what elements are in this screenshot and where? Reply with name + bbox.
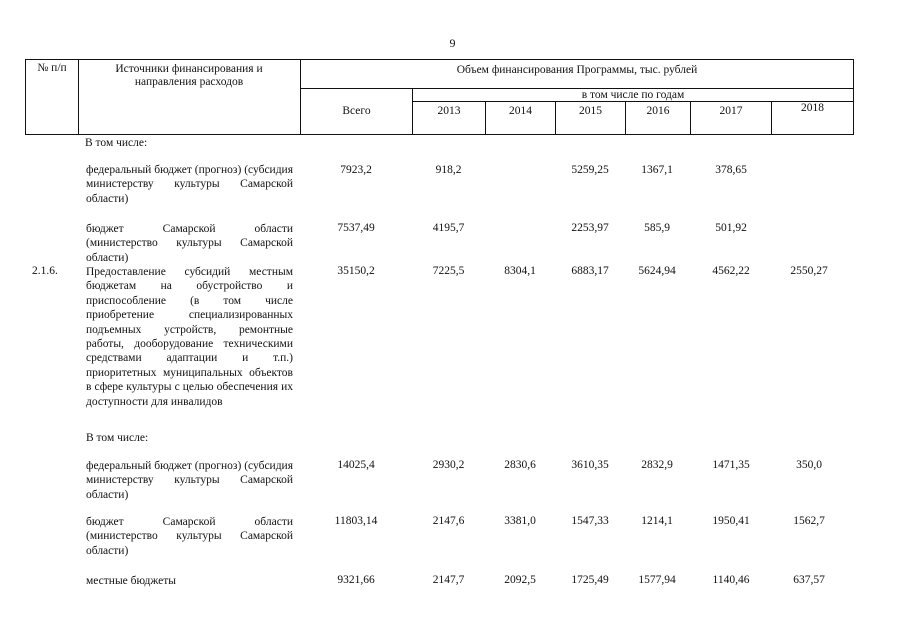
row-1-2017: 378,65 xyxy=(715,164,747,176)
row-6-2018: 1562,7 xyxy=(793,515,825,527)
row-5-2016: 2832,9 xyxy=(641,459,673,471)
row-5-total: 14025,4 xyxy=(337,459,375,471)
row-2-2013: 4195,7 xyxy=(432,222,465,234)
row-2-2015: 2253,97 xyxy=(571,222,609,234)
header-year-2016: 2016 xyxy=(646,105,670,117)
row-6-2017: 1950,41 xyxy=(712,515,750,527)
header-col-volume: Объем финансирования Программы, тыс. рублей xyxy=(456,64,698,76)
header-col-years: в том числе по годам xyxy=(581,89,685,101)
row-1-2013: 918,2 xyxy=(435,164,462,176)
row-7-2013: 2147,7 xyxy=(432,574,465,586)
row-label-in-total-2: В том числе: xyxy=(86,432,149,444)
header-col-total: Всего xyxy=(342,105,371,117)
row-3-2013: 7225,5 xyxy=(432,265,465,277)
row-7-2018: 637,57 xyxy=(793,574,825,586)
row-6-total: 11803,14 xyxy=(334,515,378,527)
row-label-regional-2: бюджет Самарской области (министерство культуры Самарской области) xyxy=(86,516,293,557)
row-1-2015: 5259,25 xyxy=(571,164,609,176)
row-3-2014: 8304,1 xyxy=(504,265,536,277)
row-3-2018: 2550,27 xyxy=(790,265,828,277)
row-5-2018: 350,0 xyxy=(796,459,822,471)
row-5-2015: 3610,35 xyxy=(571,459,609,471)
row-6-2016: 1214,1 xyxy=(641,515,673,527)
row-2-2017: 501,92 xyxy=(715,222,747,234)
row-number-2-1-6: 2.1.6. xyxy=(32,265,58,277)
row-1-2016: 1367,1 xyxy=(641,164,673,176)
page-number: 9 xyxy=(449,36,456,50)
row-5-2017: 1471,35 xyxy=(712,459,750,471)
row-3-total: 35150,2 xyxy=(337,265,375,277)
row-7-2016: 1577,94 xyxy=(638,574,676,586)
row-label-in-total: В том числе: xyxy=(85,137,148,149)
row-7-2014: 2092,5 xyxy=(504,574,536,586)
header-right-border xyxy=(853,59,854,135)
row-2-total: 7537,49 xyxy=(337,222,375,234)
row-7-2017: 1140,46 xyxy=(712,574,750,586)
row-1-total: 7923,2 xyxy=(340,164,372,176)
row-7-2015: 1725,49 xyxy=(571,574,609,586)
row-label-federal-2: федеральный бюджет (прогноз) (субсидия министерству культуры Самарской области) xyxy=(86,460,293,501)
header-year-2018: 2018 xyxy=(801,102,824,114)
header-top-border xyxy=(25,59,854,60)
row-5-2013: 2930,2 xyxy=(432,459,465,471)
row-2-2016: 585,9 xyxy=(644,222,670,234)
row-label-federal-1: федеральный бюджет (прогноз) (субсидия министерству культуры Самарской области) xyxy=(86,164,293,205)
row-7-total: 9321,66 xyxy=(337,574,375,586)
row-3-2015: 6883,17 xyxy=(571,265,609,277)
row-6-2014: 3381,0 xyxy=(504,515,536,527)
row-6-2015: 1547,33 xyxy=(571,515,609,527)
header-year-2014: 2014 xyxy=(509,105,532,117)
header-year-2015: 2015 xyxy=(579,105,602,117)
header-year-2013: 2013 xyxy=(437,105,461,117)
header-bottom-border xyxy=(25,134,854,135)
header-col-source: Источники финансирования и направления расходов xyxy=(115,63,263,88)
row-6-2013: 2147,6 xyxy=(432,515,465,527)
header-col-divider-num xyxy=(78,59,79,135)
row-5-2014: 2830,6 xyxy=(504,459,536,471)
row-label-regional-1: бюджет Самарской области (министерство культуры Самарской области) xyxy=(86,223,293,264)
row-label-local: местные бюджеты xyxy=(86,575,177,587)
header-year-2017: 2017 xyxy=(719,105,743,117)
row-3-2016: 5624,94 xyxy=(638,265,676,277)
row-3-2017: 4562,22 xyxy=(712,265,750,277)
header-col-num: № п/п xyxy=(37,62,67,74)
row-label-subsidies: Предоставление субсидий местным бюджетам на обустройство и приспособление (в том числе приобретение специализированных подъемных устройств, ремонтные работы, дооборудование техническими средствами адаптации и т.п.) приоритетных муниципальных объектов в сфере культуры с целью обеспечения их доступности для инвалидов xyxy=(86,266,293,408)
